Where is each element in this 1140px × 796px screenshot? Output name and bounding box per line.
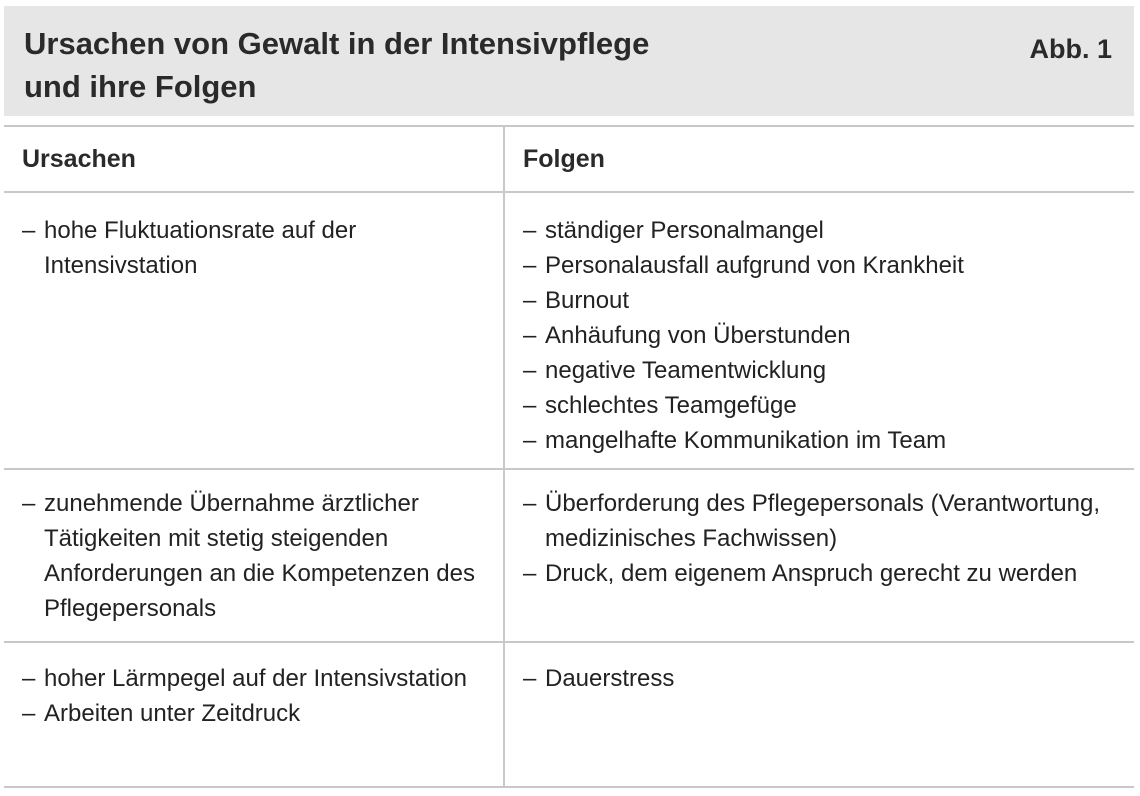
list-item: – zunehmende Übernahme ärztlicher Tätigkeiten mit stetig steigenden Anforderungen an die Kompetenzen des Pflegepersonals <box>22 486 493 626</box>
figure-header <box>4 6 1134 116</box>
figure-title <box>24 22 844 108</box>
list-item: – ständiger Personalmangel <box>523 213 1124 248</box>
column-header-ursachen: Ursachen <box>4 126 504 192</box>
figure-label: Abb. 1 <box>1029 34 1112 64</box>
list-item: – hohe Fluktuationsrate auf der Intensivstation <box>22 213 493 283</box>
list-item: – Druck, dem eigenem Anspruch gerecht zu werden <box>523 556 1124 591</box>
list-item: – negative Teamentwicklung <box>523 353 1124 388</box>
ursachen-cell <box>4 642 504 787</box>
folgen-cell <box>504 192 1134 469</box>
ursachen-cell <box>4 192 504 469</box>
list-item: – Anhäufung von Überstunden <box>523 318 1124 353</box>
table-row <box>4 469 1134 642</box>
column-header-folgen: Folgen <box>504 126 1134 192</box>
list-item: – Arbeiten unter Zeitdruck <box>22 696 493 731</box>
table-row <box>4 642 1134 787</box>
title-line-1: Ursachen von Gewalt in der Intensivpflege <box>24 26 650 61</box>
title-line-2: und ihre Folgen <box>24 69 257 104</box>
list-item: – Personalausfall aufgrund von Krankheit <box>523 248 1124 283</box>
table-row <box>4 192 1134 469</box>
list-item: – Überforderung des Pflegepersonals (Verantwortung, medizinisches Fachwissen) <box>523 486 1124 556</box>
list-item: – Dauerstress <box>523 661 1124 696</box>
list-item: – mangelhafte Kommunikation im Team <box>523 423 1124 458</box>
causes-consequences-table <box>4 125 1134 788</box>
list-item: – hoher Lärmpegel auf der Intensivstation <box>22 661 493 696</box>
folgen-cell <box>504 642 1134 787</box>
folgen-cell <box>504 469 1134 642</box>
ursachen-cell <box>4 469 504 642</box>
table-header-row <box>4 126 1134 192</box>
list-item: – schlechtes Teamgefüge <box>523 388 1124 423</box>
list-item: – Burnout <box>523 283 1124 318</box>
